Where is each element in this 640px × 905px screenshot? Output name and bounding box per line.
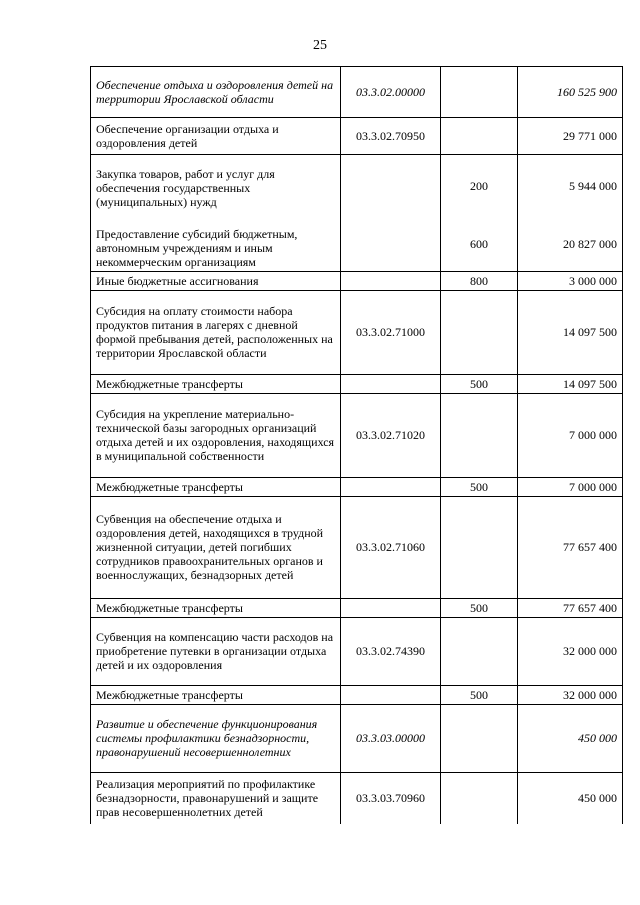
table-row — [91, 496, 623, 598]
row-code: 03.3.02.71020 — [341, 393, 441, 477]
row-amount: 32 000 000 — [518, 685, 623, 704]
row-amount: 77 657 400 — [518, 496, 623, 598]
row-amount: 3 000 000 — [518, 271, 623, 290]
row-amount: 29 771 000 — [518, 118, 623, 155]
row-type — [441, 772, 518, 824]
table-row — [91, 217, 623, 272]
table-row — [91, 374, 623, 393]
row-name: Обеспечение организации отдыха и оздоровления детей — [91, 118, 341, 155]
row-type: 800 — [441, 271, 518, 290]
row-code: 03.3.03.00000 — [341, 704, 441, 772]
row-name: Иные бюджетные ассигнования — [91, 271, 341, 290]
budget-table — [90, 66, 623, 824]
row-name: Предоставление субсидий бюджетным, автономным учреждениям и иным некоммерческим организациям — [91, 217, 341, 272]
row-type — [441, 393, 518, 477]
row-name: Развитие и обеспечение функционирования системы профилактики безнадзорности, правонарушений несовершеннолетних — [91, 704, 341, 772]
row-code: 03.3.02.74390 — [341, 617, 441, 685]
row-amount: 7 000 000 — [518, 477, 623, 496]
row-code — [341, 271, 441, 290]
table-row — [91, 477, 623, 496]
table-row — [91, 271, 623, 290]
row-name: Реализация мероприятий по профилактике безнадзорности, правонарушений и защите прав несовершеннолетних детей — [91, 772, 341, 824]
table-row — [91, 393, 623, 477]
row-type — [441, 496, 518, 598]
row-name: Межбюджетные трансферты — [91, 685, 341, 704]
row-code — [341, 217, 441, 272]
row-name: Межбюджетные трансферты — [91, 477, 341, 496]
row-code: 03.3.02.70950 — [341, 118, 441, 155]
row-amount: 450 000 — [518, 772, 623, 824]
table-row — [91, 598, 623, 617]
row-code: 03.3.02.71000 — [341, 290, 441, 374]
row-code — [341, 374, 441, 393]
row-type — [441, 617, 518, 685]
row-type: 600 — [441, 217, 518, 272]
page-number: 25 — [313, 38, 327, 53]
row-code — [341, 685, 441, 704]
row-type — [441, 67, 518, 118]
row-name: Субсидия на оплату стоимости набора продуктов питания в лагерях с дневной формой пребывания детей, расположенных на территории Ярославской области — [91, 290, 341, 374]
table-row — [91, 772, 623, 824]
row-amount: 7 000 000 — [518, 393, 623, 477]
row-amount: 77 657 400 — [518, 598, 623, 617]
row-code — [341, 598, 441, 617]
row-name: Субсидия на укрепление материально-технической базы загородных организаций отдыха детей и их оздоровления, находящихся в муниципальной собственности — [91, 393, 341, 477]
row-amount: 5 944 000 — [518, 155, 623, 217]
row-amount: 450 000 — [518, 704, 623, 772]
row-code — [341, 477, 441, 496]
table-row — [91, 118, 623, 155]
row-type: 500 — [441, 598, 518, 617]
row-type: 500 — [441, 685, 518, 704]
row-type: 500 — [441, 477, 518, 496]
table-row — [91, 704, 623, 772]
row-type: 500 — [441, 374, 518, 393]
row-type — [441, 118, 518, 155]
row-code: 03.3.02.71060 — [341, 496, 441, 598]
row-code — [341, 155, 441, 217]
row-amount: 14 097 500 — [518, 374, 623, 393]
table-row — [91, 155, 623, 217]
row-amount: 14 097 500 — [518, 290, 623, 374]
row-amount: 160 525 900 — [518, 67, 623, 118]
table-row — [91, 67, 623, 118]
row-amount: 20 827 000 — [518, 217, 623, 272]
row-name: Межбюджетные трансферты — [91, 598, 341, 617]
table-row — [91, 685, 623, 704]
row-amount: 32 000 000 — [518, 617, 623, 685]
row-name: Межбюджетные трансферты — [91, 374, 341, 393]
row-type — [441, 704, 518, 772]
row-name: Субвенция на обеспечение отдыха и оздоровления детей, находящихся в трудной жизненной ситуации, детей погибших сотрудников правоохранительных органов и военнослужащих, безнадзорных детей — [91, 496, 341, 598]
table-row — [91, 617, 623, 685]
row-type: 200 — [441, 155, 518, 217]
table-row — [91, 290, 623, 374]
row-name: Закупка товаров, работ и услуг для обеспечения государственных (муниципальных) нужд — [91, 155, 341, 217]
row-type — [441, 290, 518, 374]
row-name: Субвенция на компенсацию части расходов на приобретение путевки в организации отдыха детей и их оздоровления — [91, 617, 341, 685]
row-name: Обеспечение отдыха и оздоровления детей на территории Ярославской области — [91, 67, 341, 118]
row-code: 03.3.02.00000 — [341, 67, 441, 118]
row-code: 03.3.03.70960 — [341, 772, 441, 824]
